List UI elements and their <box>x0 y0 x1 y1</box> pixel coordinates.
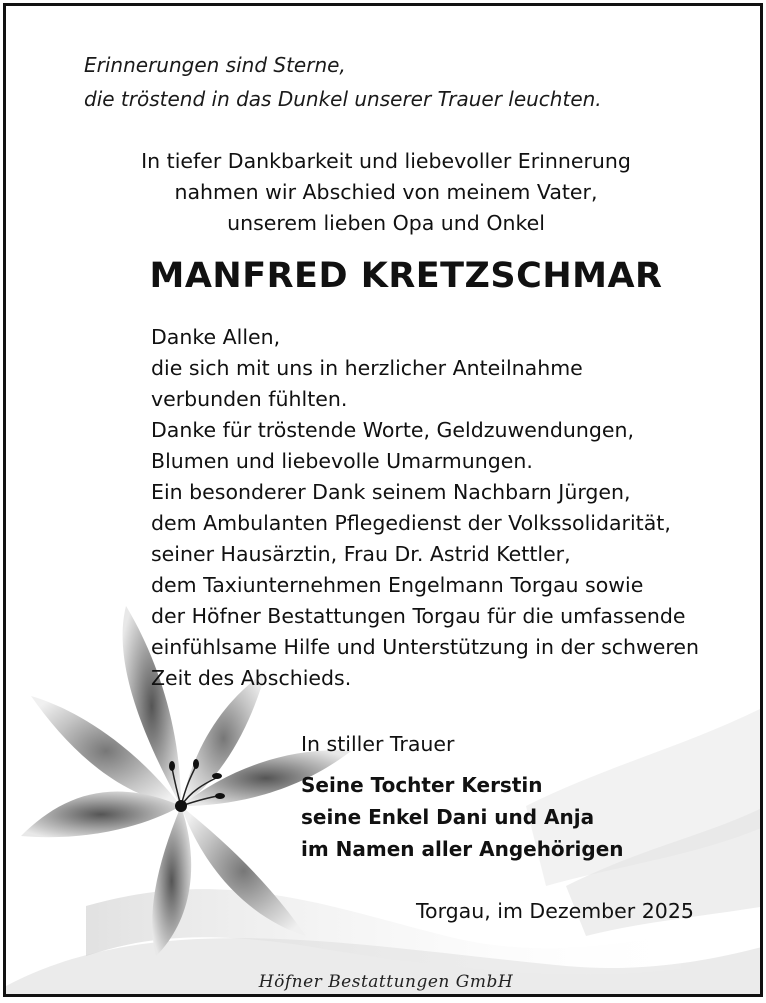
intro-line: unserem lieben Opa und Onkel <box>227 211 545 235</box>
thanks-text <box>151 322 699 694</box>
thanks-line: der Höfner Bestattungen Torgau für die umfassende <box>151 604 686 628</box>
family-line: Seine Tochter Kerstin <box>301 773 543 797</box>
family-signature <box>301 769 624 865</box>
motto-line: die tröstend in das Dunkel unserer Trauer leuchten. <box>84 87 602 111</box>
thanks-line: einfühlsame Hilfe und Unterstützung in der schweren <box>151 635 699 659</box>
intro-line: In tiefer Dankbarkeit und liebevoller Erinnerung <box>141 149 631 173</box>
thanks-line: Zeit des Abschieds. <box>151 666 352 690</box>
thanks-line: Danke für tröstende Worte, Geldzuwendungen, <box>151 418 634 442</box>
obituary-card <box>3 3 763 997</box>
place-date: Torgau, im Dezember 2025 <box>416 899 694 923</box>
motto <box>84 48 602 116</box>
thanks-line: seiner Hausärztin, Frau Dr. Astrid Kettler, <box>151 542 571 566</box>
family-line: im Namen aller Angehörigen <box>301 837 624 861</box>
thanks-line: Ein besonderer Dank seinem Nachbarn Jürgen, <box>151 480 631 504</box>
motto-line: Erinnerungen sind Sterne, <box>84 53 346 77</box>
intro-text <box>116 146 656 239</box>
deceased-name: MANFRED KRETZSCHMAR <box>149 256 663 296</box>
thanks-line: dem Ambulanten Pflegedienst der Volkssolidarität, <box>151 511 671 535</box>
thanks-line: Blumen und liebevolle Umarmungen. <box>151 449 533 473</box>
thanks-line: Danke Allen, <box>151 325 281 349</box>
intro-line: nahmen wir Abschied von meinem Vater, <box>174 180 598 204</box>
family-line: seine Enkel Dani und Anja <box>301 805 595 829</box>
thanks-line: verbunden fühlten. <box>151 387 348 411</box>
mourning-label: In stiller Trauer <box>301 732 455 756</box>
thanks-line: dem Taxiunternehmen Engelmann Torgau sowie <box>151 573 644 597</box>
funeral-home-footer: Höfner Bestattungen GmbH <box>258 972 514 992</box>
thanks-line: die sich mit uns in herzlicher Anteilnahme <box>151 356 583 380</box>
